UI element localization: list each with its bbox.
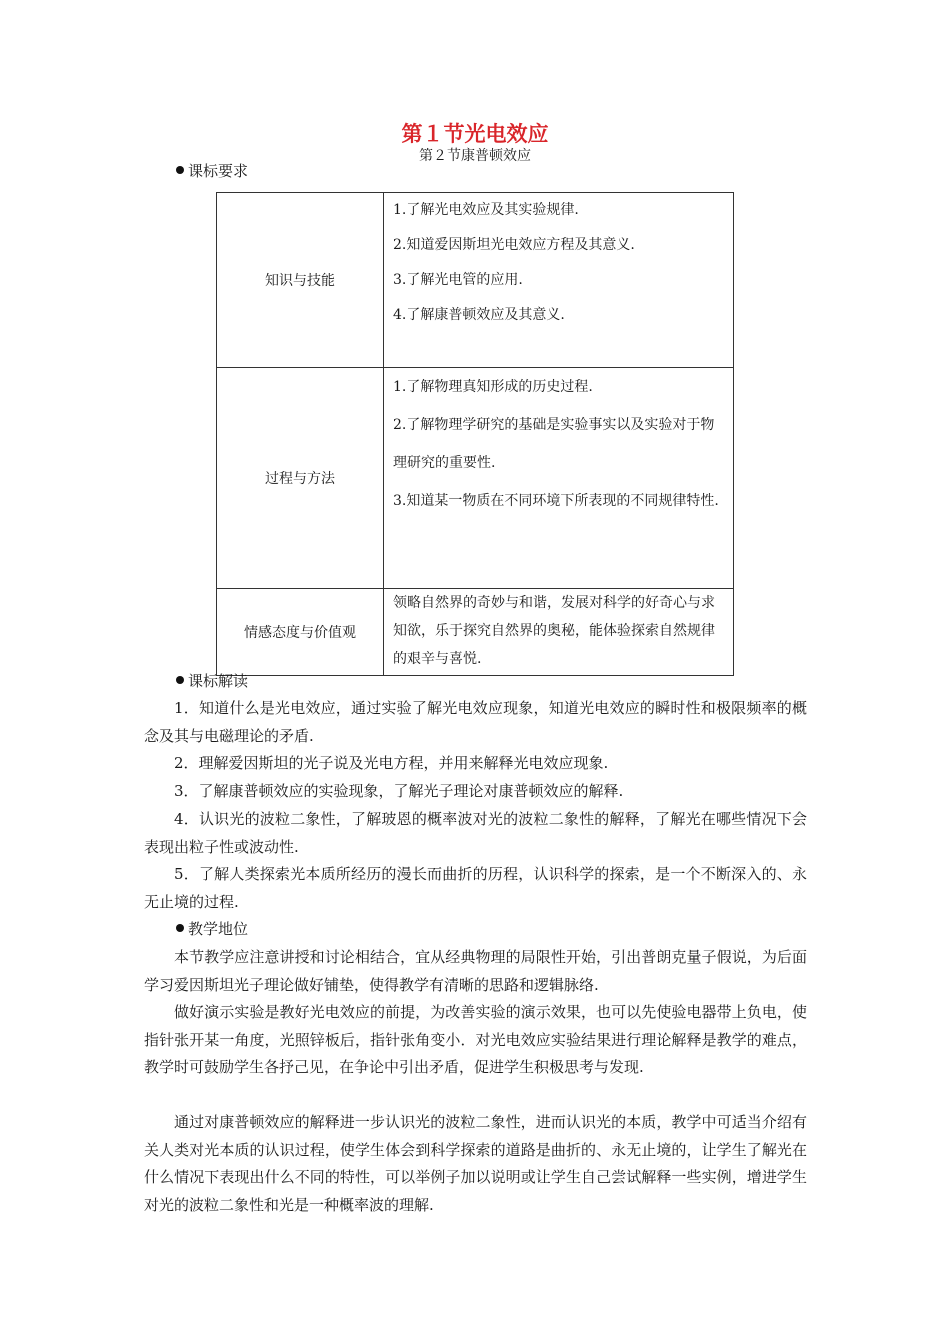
bullet-icon [176, 924, 184, 932]
interpretation-item: 4．认识光的波粒二象性，了解玻恩的概率波对光的波粒二象性的解释，了解光在哪些情况下会表现出粒子性或波动性. [144, 810, 807, 856]
teaching-position-heading: 教学地位 [176, 918, 248, 940]
teaching-paragraph: 本节教学应注意讲授和讨论相结合，宜从经典物理的局限性开始，引出普朗克量子假说，为后面学习爱因斯坦光子理论做好铺垫，使得教学有清晰的思路和逻辑脉络. [144, 948, 807, 994]
table-content [384, 368, 734, 589]
page-title: 第１节光电效应 [401, 122, 549, 146]
interpretation-item: 5．了解人类探索光本质所经历的漫长而曲折的历程，认识科学的探索，是一个不断深入的、永无止境的过程. [144, 865, 807, 911]
list-item: 3.知道某一物质在不同环境下所表现的不同规律特性. [393, 493, 719, 509]
interpretation-heading: 课标解读 [176, 670, 248, 692]
bullet-icon [176, 676, 184, 684]
list-item: 3.了解光电管的应用. [393, 272, 523, 288]
teaching-paragraph: 做好演示实验是教好光电效应的前提，为改善实验的演示效果，也可以先使验电器带上负电，使指针张开某一角度，光照锌板后，指针张角变小．对光电效应实验结果进行理论解释是教学的难点，教学时可鼓励学生各抒己见，在争论中引出矛盾，促进学生积极思考与发现. [144, 1003, 807, 1076]
list-item: 1.了解光电效应及其实验规律. [393, 202, 579, 218]
table-content [384, 589, 734, 676]
requirements-heading: 课标要求 [176, 160, 248, 182]
table-row [217, 589, 734, 676]
table-category: 过程与方法 [217, 368, 384, 589]
teaching-paragraph: 通过对康普顿效应的解释进一步认识光的波粒二象性，进而认识光的本质，教学中可适当介绍有关人类对光本质的认识过程，使学生体会到科学探索的道路是曲折的、永无止境的，让学生了解光在什么情况下表现出什么不同的特性，可以举例子加以说明或让学生自己尝试解释一些实例，增进学生对光的波粒二象性和光是一种概率波的理解. [144, 1113, 807, 1214]
list-item: 4.了解康普顿效应及其意义. [393, 307, 565, 323]
table-content [384, 193, 734, 368]
page-subtitle: 第２节康普顿效应 [419, 148, 531, 164]
interpretation-item: 1．知道什么是光电效应，通过实验了解光电效应现象，知道光电效应的瞬时性和极限频率的概念及其与电磁理论的矛盾. [144, 699, 807, 745]
list-item: 领略自然界的奇妙与和谐，发展对科学的好奇心与求知欲，乐于探究自然界的奥秘，能体验探索自然规律的艰辛与喜悦. [393, 595, 715, 667]
interpretation-item: 3．了解康普顿效应的实验现象，了解光子理论对康普顿效应的解释. [174, 782, 624, 800]
interpretation-item: 2．理解爱因斯坦的光子说及光电方程，并用来解释光电效应现象. [174, 754, 609, 772]
table-category: 知识与技能 [217, 193, 384, 368]
table-category: 情感态度与价值观 [217, 589, 384, 676]
list-item: 2.知道爱因斯坦光电效应方程及其意义. [393, 237, 635, 253]
list-item: 1.了解物理真知形成的历史过程. [393, 379, 593, 395]
table-row [217, 368, 734, 589]
requirements-table [216, 192, 734, 676]
list-item: 2.了解物理学研究的基础是实验事实以及实验对于物理研究的重要性. [393, 417, 715, 471]
table-row [217, 193, 734, 368]
bullet-icon [176, 166, 184, 174]
